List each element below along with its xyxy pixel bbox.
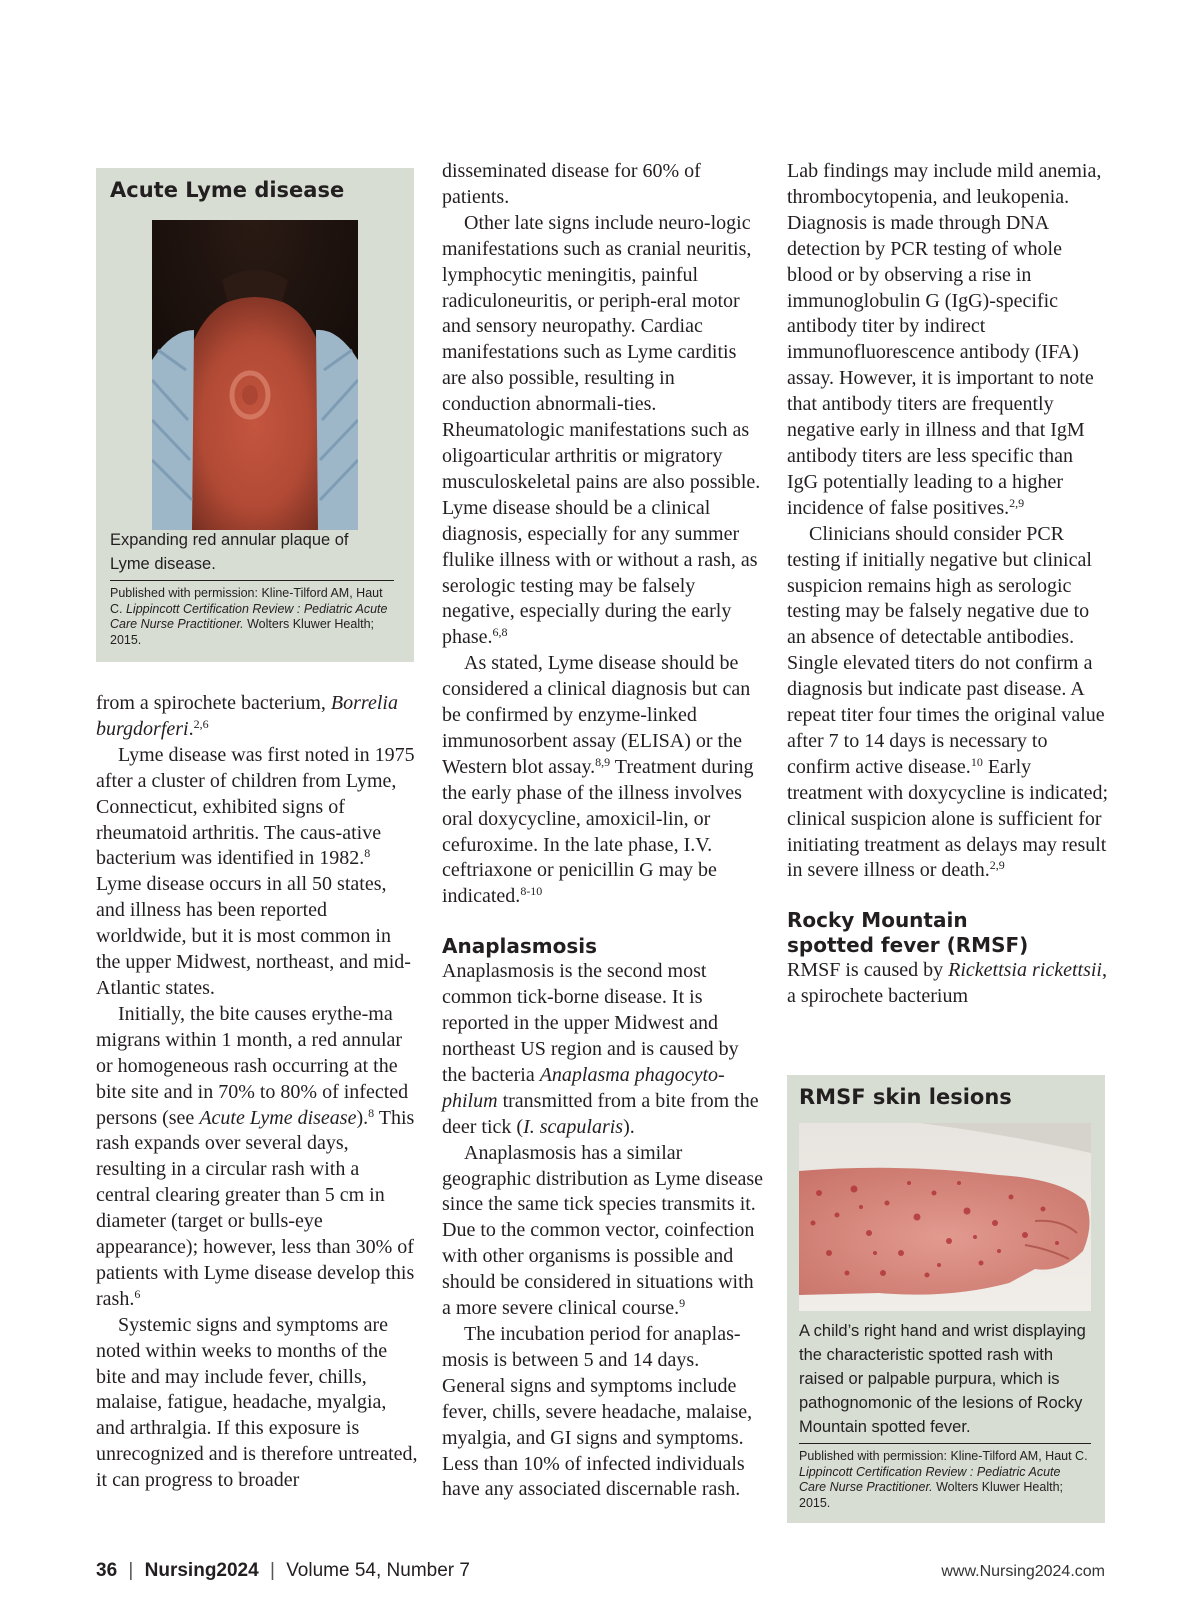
sidebar-title: RMSF skin lesions	[799, 1085, 1012, 1109]
paragraph: Initially, the bite causes erythe-ma migrans within 1 month, a red annular or homogeneous rash occurring at the bite site and in 70% to 80% of infected persons (see Acute Lyme disease).$^8$ This rash expands over several days, resulting in a circular rash with a central clearing greater than 5 cm in diameter (target or bulls-eye appearance); however, less than 30% of patients with Lyme disease develop this rash.$^6$	[96, 1002, 415, 1310]
sidebar-caption: A child’s right hand and wrist displaying the characteristic spotted rash with raised or palpable purpura, which is pathognomonic of the lesions of Rocky Mountain spotted fever.	[799, 1322, 1086, 1436]
lyme-rash-photo	[152, 220, 358, 530]
sidebar-acute-lyme	[96, 168, 414, 662]
paragraph: As stated, Lyme disease should be considered a clinical diagnosis but can be confirmed by enzyme-linked immunosorbent assay (ELISA) or the Western blot assay.$^{8,9}$ Treatment during the early phase of the illness involves oral doxycycline, amoxicil-lin, or cefuroxime. In the late phase, I.V. ceftriaxone or penicillin G may be indicated.$^{8-10}$	[442, 652, 754, 908]
section-heading-rmsf: Rocky Mountain spotted fever (RMSF)	[787, 908, 1029, 958]
footer-separator: |	[269, 1560, 275, 1581]
paragraph: Anaplasmosis has a similar geographic distribution as Lyme disease since the same tick species transmits it. Due to the common vector, coinfection with other organisms is possible and should be considered in situations with a more severe clinical course.$^9$	[442, 1141, 764, 1320]
rmsf-rash-image	[799, 1123, 1091, 1311]
sidebar-rmsf	[787, 1075, 1105, 1523]
journal-name: Nursing2024	[144, 1560, 259, 1581]
page-footer	[96, 1560, 470, 1582]
page-number: 36	[96, 1560, 118, 1581]
section-heading-anaplasmosis: Anaplasmosis	[442, 934, 598, 959]
paragraph: Lyme disease was first noted in 1975 after a cluster of children from Lyme, Connecticut, exhibited signs of rheumatoid arthritis. The caus-ative bacterium was identified in 1982.$^8$ Lyme disease occurs in all 50 states, and illness has been reported worldwide, but it is most common in the upper Midwest, northeast, and mid-Atlantic states.	[96, 743, 415, 999]
column-1	[96, 691, 418, 1494]
paragraph: Systemic signs and symptoms are noted within weeks to months of the bite and may include fever, chills, malaise, fatigue, headache, myalgia, and arthralgia. If this exposure is unrecognized and is therefore untreated, it can progress to broader	[96, 1313, 418, 1492]
sidebar-credit: Published with permission: Kline-Tilford AM, Haut C. Lippincott Certification Review : Pediatric Acute Care Nurse Practitioner. Wolters Kluwer Health; 2015.	[110, 580, 394, 648]
footer-separator: |	[128, 1560, 134, 1581]
column-3	[787, 159, 1109, 1010]
sidebar-caption: Expanding red annular plaque of Lyme disease.	[110, 531, 349, 573]
sidebar-title: Acute Lyme disease	[110, 178, 345, 202]
paragraph: The incubation period for anaplas-mosis is between 5 and 14 days. General signs and symptoms include fever, chills, severe headache, malaise, myalgia, and GI signs and symptoms. Less than 10% of infected individuals have any associated discernable rash.	[442, 1322, 753, 1501]
website-link[interactable]: www.Nursing2024.com	[941, 1563, 1105, 1580]
paragraph: disseminated disease for 60% of patients.	[442, 160, 701, 208]
paragraph: Lab findings may include mild anemia, thrombocytopenia, and leukopenia. Diagnosis is made through DNA detection by PCR testing of whole blood or by observing a rise in immunoglobulin G (IgG)-specific antibody titer by indirect immunofluorescence antibody (IFA) assay. However, it is important to note that antibody titers are frequently negative early in illness and that IgM antibody titers are less specific than IgG potentially leading to a higher incidence of false positives.$^{2,9}$	[787, 160, 1102, 519]
volume-info: Volume 54, Number 7	[286, 1560, 470, 1581]
column-2	[442, 159, 764, 1503]
paragraph: RMSF is caused by Rickettsia rickettsii, a spirochete bacterium	[787, 959, 1107, 1008]
paragraph: Clinicians should consider PCR testing if initially negative but clinical suspicion remains high as serologic testing may be falsely negative due to an absence of detectable antibodies. Single elevated titers do not confirm a diagnosis but indicate past disease. A repeat titer four times the original value after 7 to 14 days is necessary to confirm active disease.$^{10}$ Early treatment with doxycycline is indicated; clinical suspicion alone is sufficient for initiating treatment as delays may result in severe illness or death.$^{2,9}$	[787, 522, 1109, 882]
sidebar-credit: Published with permission: Kline-Tilford AM, Haut C. Lippincott Certification Review : Pediatric Acute Care Nurse Practitioner. Wolters Kluwer Health; 2015.	[799, 1443, 1091, 1511]
paragraph: Other late signs include neuro-logic manifestations such as cranial neuritis, lymphocytic meningitis, painful radiculoneuritis, or periph-eral motor and sensory neuropathy. Cardiac manifestations such as Lyme carditis are also possible, resulting in conduction abnormali-ties. Rheumatologic manifestations such as oligoarticular arthritis or migratory musculoskeletal pains are also possible. Lyme disease should be a clinical diagnosis, especially for any summer flulike illness with or without a rash, as serologic testing may be falsely negative, especially during the early phase.$^{6,8}$	[442, 211, 761, 649]
paragraph: Anaplasmosis is the second most common tick-borne disease. It is reported in the upper Midwest and northeast US region and is caused by the bacteria Anaplasma phagocyto-philum transmitted from a bite from the deer tick (I. scapularis).	[442, 960, 759, 1138]
rmsf-hand-photo	[799, 1123, 1091, 1311]
paragraph: from a spirochete bacterium, Borrelia burgdorferi.$^{2,6}$	[96, 692, 398, 740]
lyme-rash-image	[152, 220, 358, 530]
